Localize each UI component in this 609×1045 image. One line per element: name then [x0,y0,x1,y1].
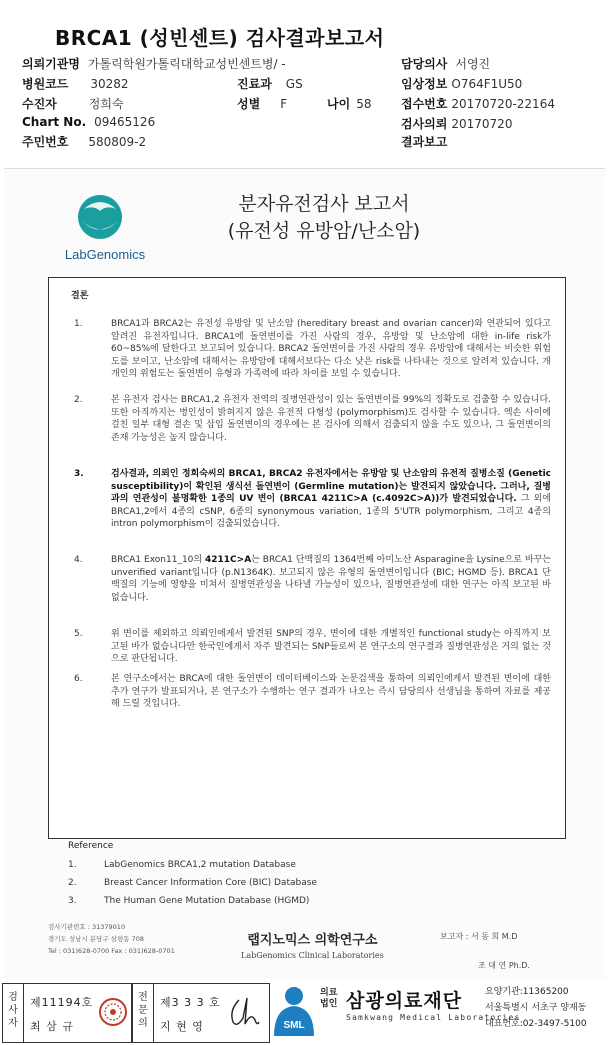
labgenomics-logo-icon [50,187,160,267]
report-header [0,0,609,162]
field-clinical-info: 임상정보 O764F1U50 [401,77,523,91]
reference-item-3: 3. The Human Gene Mutation Database (HGMD) [68,896,310,906]
field-sex: 성별 F [237,97,288,111]
sml-logo-icon [270,984,318,1040]
field-receipt-no: 접수번호 20170720-22164 [401,97,555,111]
sml-name: 삼광의료재단 [346,990,463,1012]
field-age: 나이 58 [327,97,372,111]
conclusion-label: 결론 [71,291,89,301]
reporter-name: 보고자 : 서 동 희 M.D [440,932,518,941]
document-title-line2: (유전성 유방암/난소암) [227,220,421,242]
second-signer: 조 대 연 Ph.D. [478,961,530,970]
reference-title: Reference [68,841,114,851]
signature-icon [225,992,261,1032]
scanned-report-document [4,168,605,979]
specialist-label: 전문의 [138,992,148,1029]
sml-contact: 요양기관:11365200 서울특별시 서초구 양재동 대표번호:02-3497-5100 [485,987,587,1029]
examiner-label: 검사자 [8,992,18,1029]
examiner-seal-icon [98,997,128,1027]
labgenomics-logo [50,187,160,267]
sml-logo-text: SML [283,1020,305,1031]
field-result-report: 결과보고 [401,135,448,149]
signature-bar [0,980,609,1045]
specialist-stamp-box [132,983,270,1043]
field-patient: 수진자 정희숙 [22,97,124,111]
conclusion-box: 결론 1. BRCA1과 BRCA2는 유전성 유방암 및 난소암 (hereditary breast and ovarian cancer)와 연관되어 있다고 알려진 유전자입니다. BRCA1에 돌연변이를 가진 사람의 경우, 유방암 및 난소암에 대한 in-life risk가 60~85%에 달한다고 보고되어 있습니다. BRCA2 돌연변이를 가진 사람의 경우 유방암에 대해서는 비슷한 위험도를 보이고, 난소암에 대해서는 유방암에 대해서보다는 다소 낮은 risk를 나타내는 것으로 알려져 있습니다. 개개인의 위험도는 돌연변이 유형과 가족력에 따라 차이를 보일 수 있습니다. 2. 본 유전자 검사는 BRCA1,2 유전자 전역의 질병연관성이 있는 돌연변이를 99%의 정확도로 검출할 수 있습니다. 또한 아직까지는 병인성이 밝혀지지 않은 유전적 다형성 (polymorphism)도 검사할 수 있습니다. 엑손 사이에 걸친 일부 대형 결손 및 삽입 돌연변이의 경우에는 본 검사에 의해서 검출되지 않을 수도 있으나, 그 돌연변이의 존재 가능성은 높지 않습니다. 3. 검사결과, 의뢰인 정희숙씨의 BRCA1, BRCA2 유전자에서는 유방암 및 난소암의 유전적 질병소질 (Genetic susceptibility)이 확인된 생식선 돌연변이 (Germline mutation)는 발견되지 않았습니다. 그러나, 질병과의 연관성이 불명확한 1종의 UV 변이 (BRCA1 4211C>A (c.4092C>A))가 발견되었습니다. 그 외에 BRCA1,2에서 4종의 cSNP, 6종의 synonymous variation, 1종의 5'UTR polymorphism, 그리고 4종의 intron polymorphism이 검출되었습니다. 4. BRCA1 Exon11_10의 4211C>A는 BRCA1 단백질의 1364번째 아미노산 Asparagine을 Lysine으로 바꾸는 unverified variant입니다 (p.N1364K). 보고되지 않은 유형의 돌연변이입니다 (BIC; HGMD 등). BRCA1 단백질의 기능에 영향을 미쳐서 질병연관성을 나타낼 가능성이 있으나, 질병연관성에 대한 연구는 아직 보고된 바 없습니다. 5. 위 변이를 제외하고 의뢰인에게서 발견된 SNP의 경우, 변이에 대한 개별적인 functional study는 아직까지 보고된 바가 없습니다만 한국인에게서 자주 발견되는 SNP들로써 본 연구소의 연구결과 질병연관성은 거의 없는 것으로 판단됩니다. 6. 본 연구소에서는 BRCA에 대한 돌연변이 데이터베이스와 논문검색을 통하여 의뢰인에게서 발견된 변이에 대한 추가 연구가 발표되거나, 본 연구소가 수행하는 연구 결과가 나오는 즉시 담당의사 선생님을 통하여 자료를 제공해 드릴 것입니다. [48,277,566,839]
field-request-date: 검사의뢰 20170720 [401,117,513,131]
lab-contact-info: 검사기관번호 : 31379010 경기도 성남시 분당구 삼평동 708 Tel : 031)628-0700 Fax : 031)628-0701 [48,923,175,955]
examiner-stamp-box [2,983,132,1043]
reporter-block [440,922,530,980]
examiner-license: 제11194호 [30,996,94,1009]
specialist-name: 지 현 영 [160,1020,204,1033]
field-chart-no: Chart No. 09465126 [22,115,156,129]
field-hospital-code: 병원코드 30282 [22,77,129,91]
field-requester: 의뢰기관명 가톨릭학원가톨릭대학교성빈센트병/ - [22,57,286,71]
reference-item-1: 1. LabGenomics BRCA1,2 mutation Database [68,860,296,870]
field-department: 진료과 GS [237,77,303,91]
sml-prefix: 의료법인 [320,988,338,1009]
sml-english-name: Samkwang Medical Laboratories [346,1013,521,1022]
lab-name: 랩지노믹스 의학연구소 LabGenomics Clinical Laboratories [241,933,384,960]
field-doctor: 담당의사 서영진 [401,57,491,71]
field-resident-no: 주민번호 580809-2 [22,135,147,149]
document-title [174,191,474,245]
document-title-line1: 분자유전검사 보고서 [238,193,410,215]
reference-item-2: 2. Breast Cancer Information Core (BIC) Database [68,878,317,888]
examiner-name: 최 삼 규 [30,1020,74,1033]
specialist-license: 제3 3 3 호 [160,996,221,1009]
logo-text: LabGenomics [64,247,146,262]
report-title: BRCA1 (성빈센트) 검사결과보고서 [55,26,385,50]
